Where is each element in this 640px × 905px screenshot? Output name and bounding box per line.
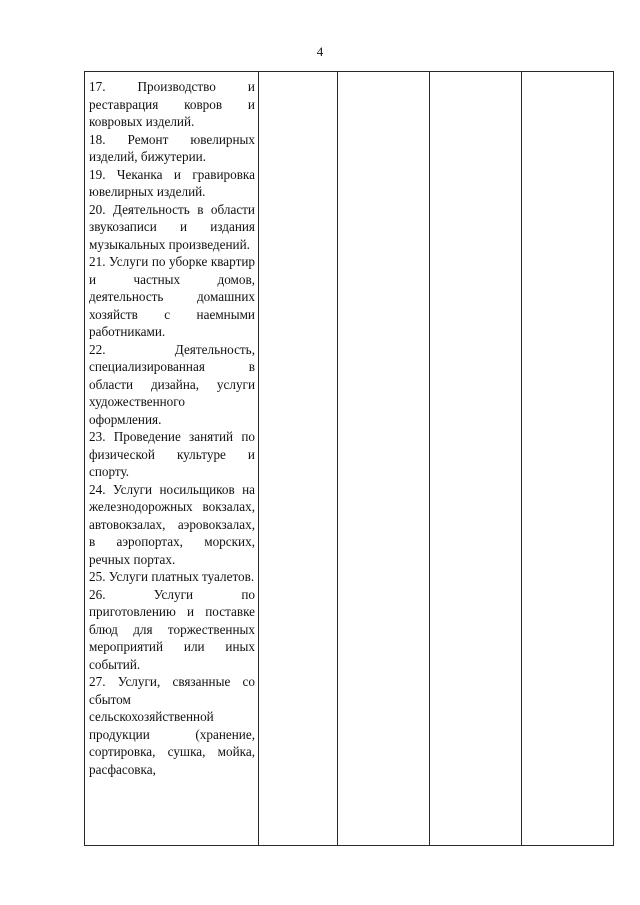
empty-cell bbox=[259, 72, 338, 846]
activity-list-cell bbox=[85, 72, 259, 846]
activities-table bbox=[84, 71, 614, 846]
list-item: 22. Деятельность, специализированная в области дизайна, услуги художественного оформления. bbox=[89, 341, 255, 427]
list-item: 18. Ремонт ювелирных изделий, бижутерии. bbox=[89, 131, 255, 164]
list-item: 21. Услуги по уборке квартир и частных домов, деятельность домашних хозяйств с наемными работниками. bbox=[89, 254, 255, 339]
list-item: 25. Услуги платных туалетов. bbox=[89, 569, 255, 584]
list-item: 23. Проведение занятий по физической культуре и спорту. bbox=[89, 429, 255, 479]
empty-cell bbox=[522, 72, 614, 846]
empty-cell bbox=[338, 72, 430, 846]
table-row bbox=[85, 72, 614, 846]
list-item: 17. Производство и реставрация ковров и ковровых изделий. bbox=[89, 79, 255, 129]
list-item: 19. Чеканка и гравировка ювелирных изделий. bbox=[89, 166, 255, 199]
activity-list bbox=[89, 78, 255, 778]
list-item: 27. Услуги, связанные со сбытом сельскохозяйственной продукции (хранение, сортировка, сушка, мойка, расфасовка, bbox=[89, 674, 255, 777]
list-item: 26. Услуги по приготовлению и поставке блюд для торжественных мероприятий или иных событий. bbox=[89, 586, 255, 672]
list-item: 20. Деятельность в области звукозаписи и издания музыкальных произведений. bbox=[89, 201, 255, 252]
list-item: 24. Услуги носильщиков на железнодорожных вокзалах, автовокзалах, аэровокзалах, в аэропортах, морских, речных портах. bbox=[89, 481, 255, 567]
page-number: 4 bbox=[316, 44, 324, 59]
empty-cell bbox=[430, 72, 522, 846]
